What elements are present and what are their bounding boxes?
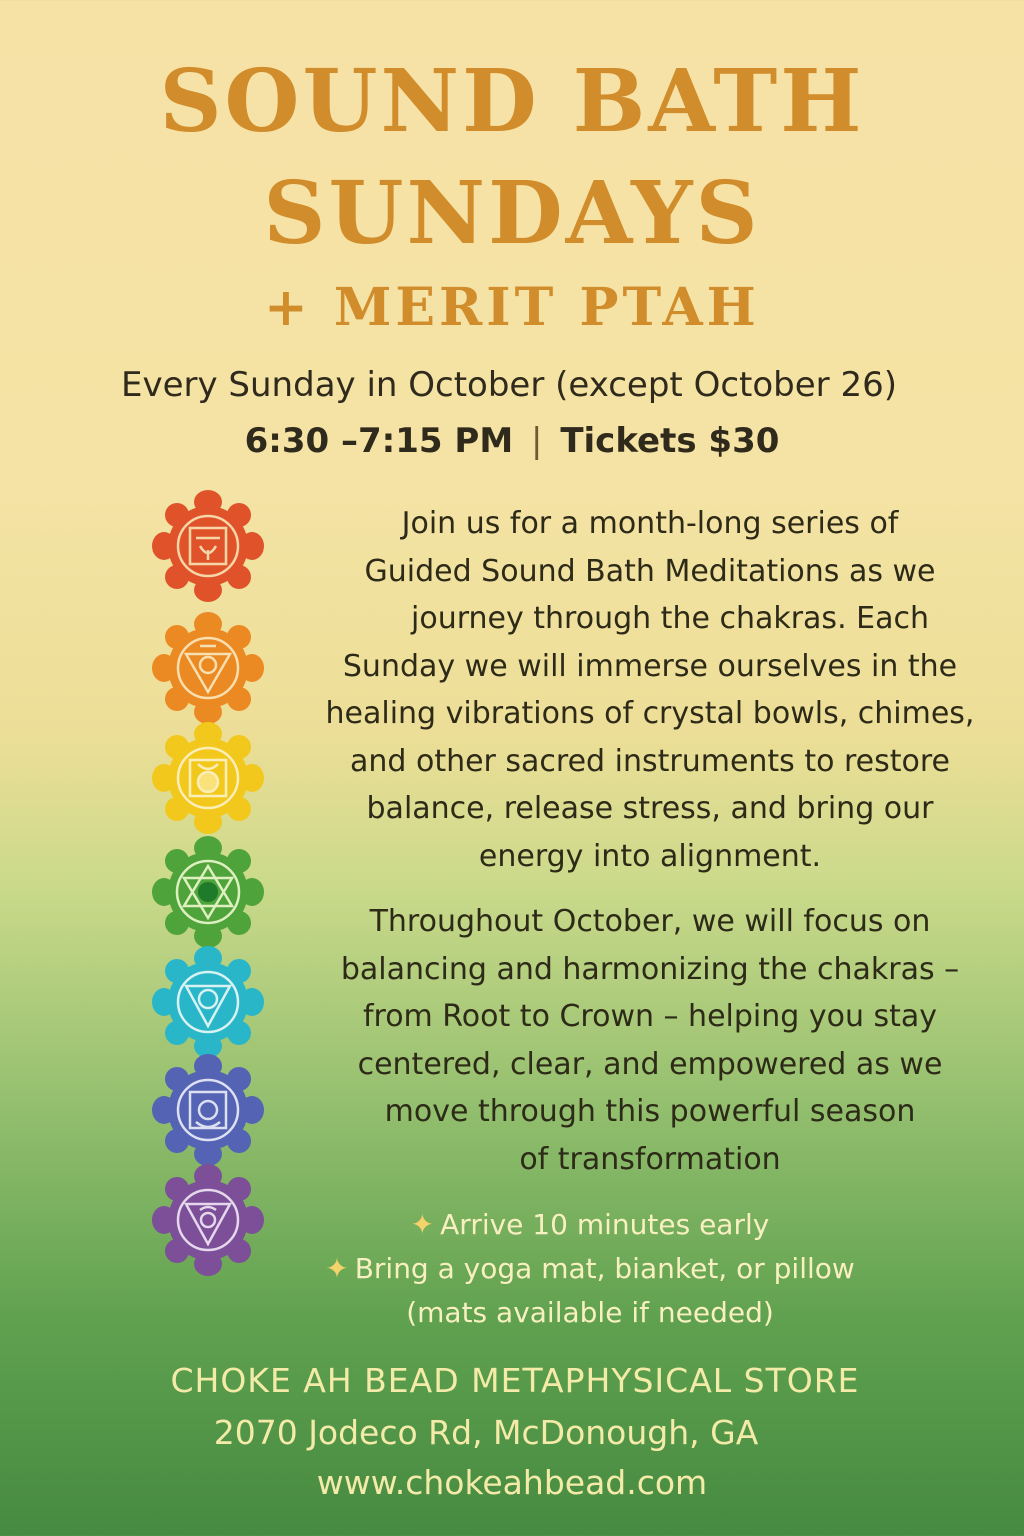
description-line: healing vibrations of crystal bowls, chimes,: [325, 696, 975, 731]
schedule-tickets: Tickets $30: [560, 421, 780, 461]
description-line: of transformation: [519, 1141, 781, 1177]
schedule-time: 6:30 –7:15 PM: [244, 421, 514, 461]
description-line: Sunday we will immerse ourselves in the: [342, 648, 958, 684]
description-line: move through this powerful season: [384, 1094, 916, 1129]
throat-chakra-icon: [150, 944, 266, 1060]
store-website-link[interactable]: www.chokeahbead.com: [316, 1463, 708, 1502]
tip-text: Arrive 10 minutes early: [440, 1208, 770, 1241]
description-line: and other sacred instruments to restore: [349, 743, 951, 779]
schedule-separator: |: [531, 421, 543, 461]
description-line: journey through the chakras. Each: [411, 601, 929, 636]
schedule-time-tickets: [0, 418, 1024, 464]
four-point-star-icon: ✦: [410, 1208, 435, 1241]
title-line-2: SUNDAYS: [263, 163, 761, 264]
description-line: energy into alignment.: [478, 838, 822, 874]
schedule-dates: Every Sunday in October (except October 26): [121, 365, 897, 405]
description-line: Join us for a month-long series of: [401, 506, 899, 541]
description-line: centered, clear, and empowered as we: [357, 1046, 943, 1082]
description-line: Throughout October, we will focus on: [369, 904, 931, 939]
tips-list: [270, 1203, 910, 1335]
root-chakra-icon: [150, 488, 266, 604]
crown-chakra-icon: [150, 1162, 266, 1278]
subtitle: + MERIT PTAH: [264, 277, 760, 338]
description-line: Guided Sound Bath Meditations as we: [364, 553, 936, 589]
sacral-chakra-icon: [150, 610, 266, 726]
heart-chakra-icon: [150, 834, 266, 950]
title-line-1: SOUND BATH: [159, 51, 865, 152]
description-paragraph-2: [300, 898, 1000, 1183]
solar-plexus-chakra-icon: [150, 720, 266, 836]
description-line: balance, release stress, and bring our: [366, 791, 934, 826]
third-eye-chakra-icon: [150, 1052, 266, 1168]
tip-note: (mats available if needed): [406, 1296, 774, 1329]
description-line: balancing and harmonizing the chakras –: [340, 951, 960, 987]
tip-item: [270, 1247, 910, 1291]
store-name: CHOKE AH BEAD METAPHYSICAL STORE: [170, 1361, 860, 1400]
tip-item: [270, 1203, 910, 1247]
description-line: from Root to Crown – helping you stay: [362, 999, 938, 1034]
tip-text: Bring a yoga mat, bianket, or pillow: [354, 1252, 855, 1285]
description-paragraph-1: [300, 500, 1000, 880]
store-address: 2070 Jodeco Rd, McDonough, GA: [213, 1413, 759, 1452]
four-point-star-icon: ✦: [325, 1252, 349, 1285]
